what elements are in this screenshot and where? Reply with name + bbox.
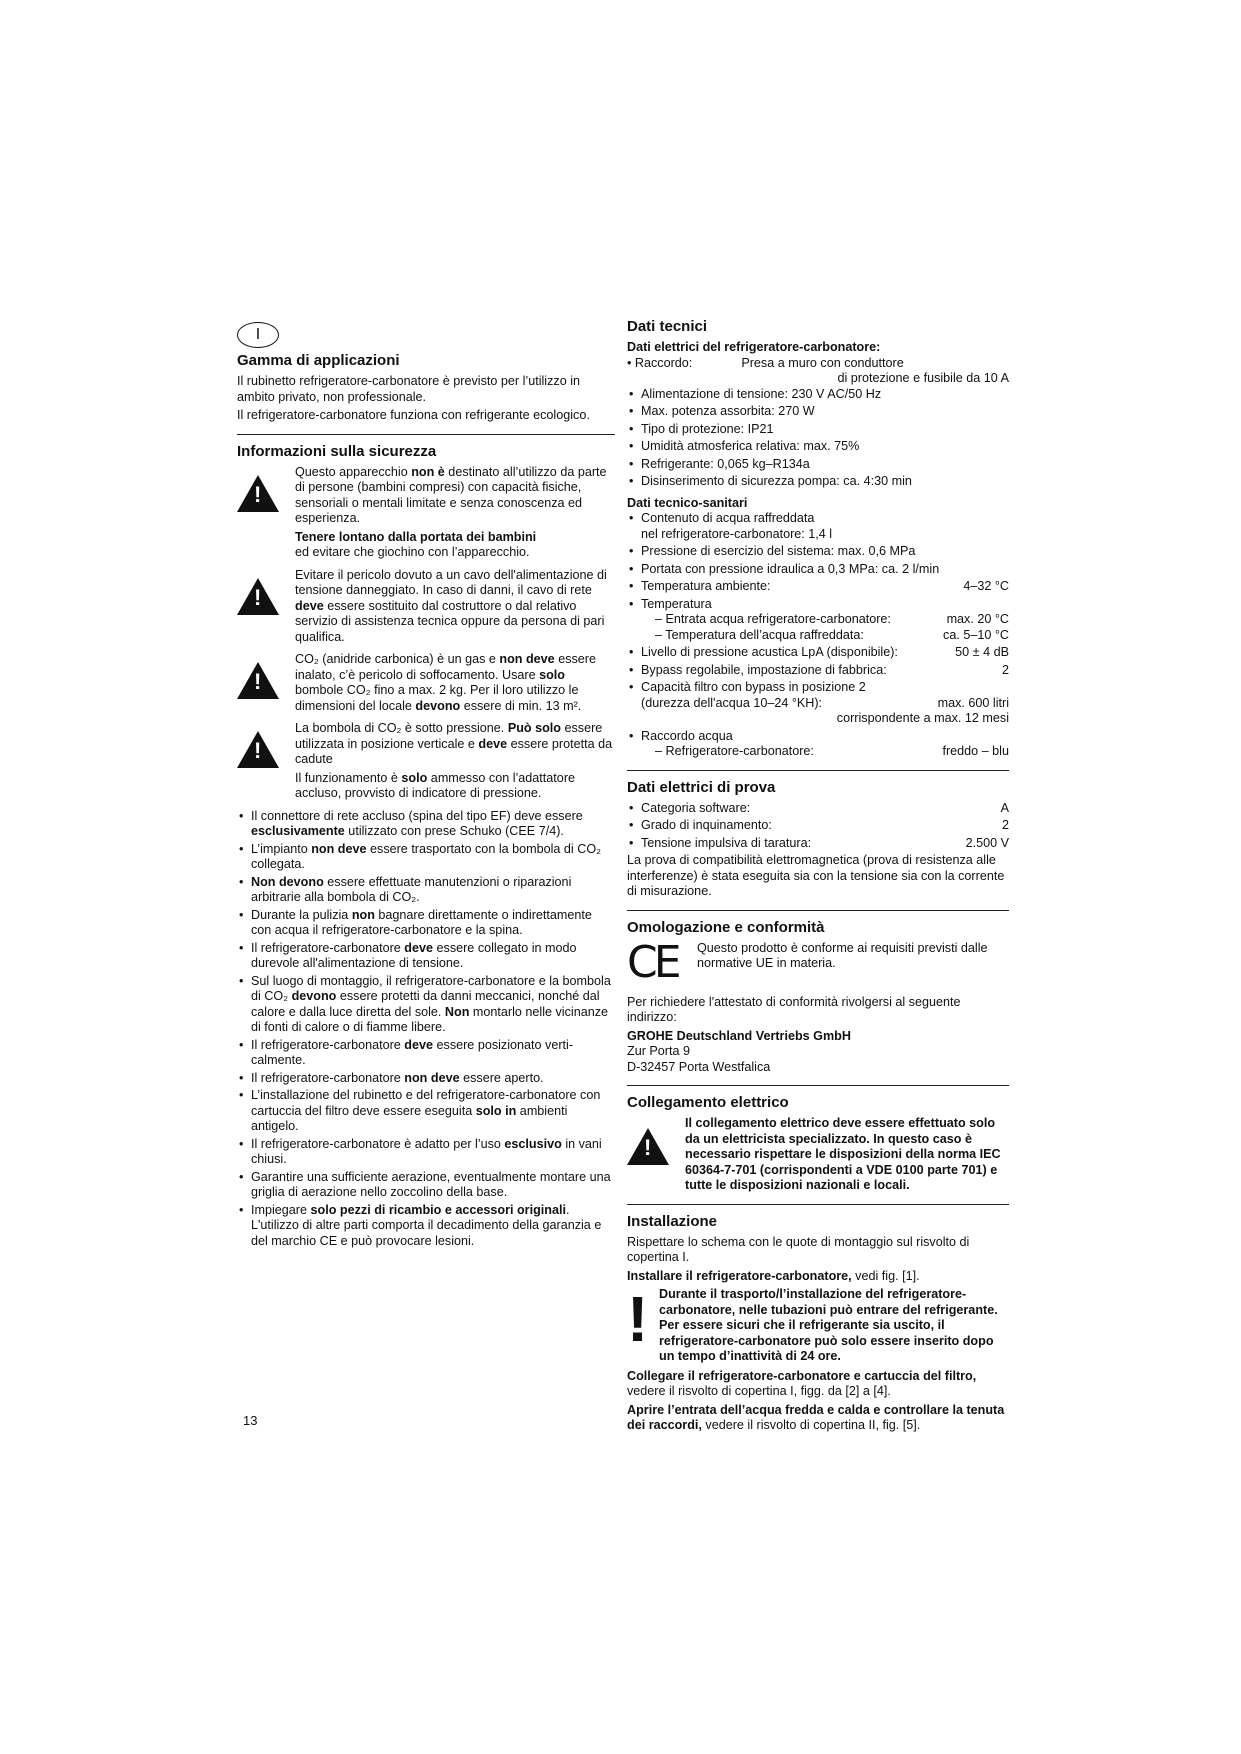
left-column bbox=[237, 322, 615, 1251]
section-title-collegamento: Collegamento elettrico bbox=[627, 1094, 789, 1111]
list-item: • Il refrigeratore-carbonatore deve essere posizionato verti- calmente. bbox=[237, 1038, 615, 1069]
warning-icon bbox=[237, 578, 279, 615]
list-item: • Il refrigeratore-carbonatore non deve essere aperto. bbox=[237, 1071, 615, 1087]
divider bbox=[627, 770, 1009, 771]
section-title-prova: Dati elettrici di prova bbox=[627, 778, 776, 796]
list-item: • Non devono essere effettuate manutenzioni o riparazioni arbitrarie alla bombola di CO₂. bbox=[237, 875, 615, 906]
warning-block: ! Questo apparecchio non è destinato all’utilizzo da parte di persone (bambini compresi) con capacità fisiche, sensoriali o mentali limitate e senza conoscenza ed esperienza. Tenere lontano dalla portata dei bambini ed evitare che giochino con l’apparecchio. bbox=[237, 465, 615, 564]
paragraph: Per richiedere l'attestato di conformità rivolgersi al seguente indirizzo: bbox=[627, 994, 961, 1024]
list-item: • Garantire una sufficiente aerazione, eventualmente montare una griglia di aerazione nello zoccolino della base. bbox=[237, 1170, 615, 1201]
paragraph: La prova di compatibilità elettromagnetica (prova di resistenza alle interferenze) è stata eseguita sia con la tensione sia con la corrente di misurazione. bbox=[627, 853, 1005, 898]
subsection-title: Dati elettrici del refrigeratore-carbonatore: bbox=[627, 340, 881, 354]
list-item: • Durante la pulizia non bagnare direttamente o indirettamente con acqua il refrigeratore-carbonatore e la spina. bbox=[237, 908, 615, 939]
paragraph: Rispettare lo schema con le quote di montaggio sul risvolto di copertina I. bbox=[627, 1234, 970, 1264]
ce-mark-icon: CE bbox=[627, 936, 678, 988]
paragraph: Aprire l’entrata dell’acqua fredda e calda e controllare la tenuta dei raccordi, vedere il risvolto di copertina II, fig. [5]. bbox=[627, 1402, 1005, 1432]
section-title-installazione: Installazione bbox=[627, 1212, 718, 1230]
section-title-omologazione: Omologazione e conformità bbox=[627, 918, 825, 936]
paragraph: Il rubinetto refrigeratore-carbonatore è previsto per l’utilizzo in ambito privato, non professionale. bbox=[237, 374, 580, 404]
electrical-warning: ! Il collegamento elettrico deve essere effettuato solo da un elettricista specializzato. In questo caso è necessario rispettare le disposizioni della norma IEC 60364-7-701 (corrispondenti a VDE 0100 parte 701) e tutte le disposizioni nazionali e locali. bbox=[627, 1116, 1009, 1194]
divider bbox=[627, 910, 1009, 911]
warning-block: ! La bombola di CO₂ è sotto pressione. Può solo essere utilizzata in posizione verticale e deve essere protetta da cadute Il funzionamento è solo ammesso con l’adattatore accluso, provvisto di indicatore di pressione. bbox=[237, 721, 615, 805]
page-number: 13 bbox=[243, 1413, 258, 1428]
list-item: • L’installazione del rubinetto e del refrigeratore-carbonatore con cartuccia del filtro deve essere eseguita solo in ambienti antigelo. bbox=[237, 1088, 615, 1135]
section-title-sicurezza: Informazioni sulla sicurezza bbox=[237, 442, 437, 460]
warning-icon bbox=[237, 475, 279, 512]
paragraph: Installare il refrigeratore-carbonatore, vedi fig. [1]. bbox=[627, 1268, 920, 1283]
address-line: D-32457 Porta Westfalica bbox=[627, 1059, 771, 1074]
subsection-title: Dati tecnico-sanitari bbox=[627, 495, 748, 510]
warning-block: ! CO₂ (anidride carbonica) è un gas e non deve essere inalato, c’è pericolo di soffocamento. Usare solo bombole CO₂ fino a max. 2 kg. Per il loro utilizzo le dimensioni del locale devono essere di min. 13 m². bbox=[237, 652, 615, 717]
exclamation-icon: ! bbox=[627, 1283, 649, 1355]
list-item: • Il refrigeratore-carbonatore è adatto per l’uso esclusivo in vani chiusi. bbox=[237, 1137, 615, 1168]
sanitary-list: • Contenuto di acqua raffreddata nel refrigeratore-carbonatore: 1,4 l • Pressione di esercizio del sistema: max. 0,6 MPa • Portata con pressione idraulica a 0,3 MPa: ca. 2 l/min • Temperatura ambiente: 4–32 °C • Temperatura – Entrata acqua refrigeratore-carbonatore: max. 20 °C – Temperatura dell’acqua raffreddata: ca. 5–10 °C • Livello di pressione acustica LpA (disponibile): 50 ± 4 dB • Bypass regolabile, impostazione di fabbrica: 2 • Capacità filtro con bypass in posizione 2 (durezza dell'acqua 10–24 °KH): max. 600 litri corrispondente a max. 12 mesi • Raccordo acqua – Refrigeratore-carbonatore: freddo – blu bbox=[627, 511, 1009, 760]
paragraph: Il refrigeratore-carbonatore funziona con refrigerante ecologico. bbox=[237, 408, 590, 422]
raccordo-row: • Raccordo: Presa a muro con conduttore bbox=[627, 355, 904, 370]
list-item: • Il refrigeratore-carbonatore deve essere collegato in modo durevole all'alimentazione di tensione. bbox=[237, 941, 615, 972]
section-title-dati: Dati tecnici bbox=[627, 318, 708, 335]
section-title-gamma: Gamma di applicazioni bbox=[237, 352, 400, 369]
list-item: • Sul luogo di montaggio, il refrigeratore-carbonatore e la bombola di CO₂ devono essere protetti da danni meccanici, nonché dal calore e dalla luce diretta del sole. Non montarlo nelle vicinanze di fonti di calore o di fiamme libere. bbox=[237, 974, 615, 1036]
ce-block: CE Questo prodotto è conforme ai requisiti previsti dalle normative UE in materia. bbox=[627, 936, 988, 988]
company-name: GROHE Deutschland Vertriebs GmbH bbox=[627, 1028, 851, 1043]
warning-icon bbox=[627, 1128, 669, 1165]
divider bbox=[627, 1085, 1009, 1086]
list-item: • L’impianto non deve essere trasportato con la bombola di CO₂ collegata. bbox=[237, 842, 615, 873]
paragraph: Collegare il refrigeratore-carbonatore e cartuccia del filtro, vedere il risvolto di copertina I, figg. da [2] a [4]. bbox=[627, 1368, 977, 1398]
warning-icon bbox=[237, 731, 279, 768]
warning-block: ! Evitare il pericolo dovuto a un cavo dell'alimentazione di tensione danneggiato. In caso di danni, il cavo di rete deve essere sostituito dal costruttore o dal relativo servizio di assistenza tecnica oppure da persona di pari qualifica. bbox=[237, 568, 615, 649]
list-item: • Il connettore di rete accluso (spina del tipo EF) deve essere esclusivamente utilizzato con prese Schuko (CEE 7/4). bbox=[237, 809, 615, 840]
right-column: Dati tecnici Dati elettrici del refrigeratore-carbonatore: • Raccordo: Presa a muro con conduttore di protezione e fusibile da 10 A • Alimentazione di tensione: 230 V AC/50 Hz • Max. potenza assorbita: 270 W • Tipo di protezione: IP21 • Umidità atmosferica relativa: max. 75% • Refrigerante: 0,065 kg–R134a • Disinserimento di sicurezza pompa: ca. 4:30 min Dati tecnico-sanitari • Contenuto di acqua raffreddata nel refrigeratore-carbonatore: 1,4 l • Pressione di esercizio del sistema: max. 0,6 MPa • Portata con pressione idraulica a 0,3 MPa: ca. 2 l/min • Temperatura ambiente: 4–32 °C • Temperatura – Entrata acqua refrigeratore-carbonatore: max. 20 °C – Temperatura dell’acqua raffreddata: ca. 5–10 °C • Livello di pressione acustica LpA (disponibile): 50 ± 4 dB • Bypass regolabile, impostazione di fabbrica: 2 • Capacità filtro con bypass in posizione 2 (durezza dell'acqua 10–24 °KH): max. 600 litri corrispondente a max. 12 mesi • Raccordo acqua – Refrigeratore-carbonatore: freddo – blu Dati elettrici di prova • Categoria software: A • Grado di inquinamento: 2 • Tensione impulsiva di taratura: 2.500 V La prova di compatibilità elettromagnetica (prova di resistenza alle interferenze) è stata eseguita sia con la tensione sia con la corrente di misurazione. Omologazione e conformità CE Questo prodotto è conforme ai requisiti previsti dalle normative UE in materia. Per richiedere l'attestato di conformità rivolgersi al seguente indirizzo: GROHE Deutschland Vertriebs GmbH Zur Porta 9 D-32457 Porta Westfalica Collegamento elettrico ! Il collegamento elettrico deve essere effettuato solo da un elettricista specializzato. In questo caso è necessario rispettare le disposizioni della norma IEC 60364-7-701 (corrispondenti a VDE 0100 parte 701) e tutte le disposizioni nazionali e locali. Installazione Rispettare lo schema con le quote di montaggio sul risvolto di copertina I. Installare il refrigeratore-carbonatore, vedi fig. [1]. ! Durante il trasporto/l’installazione del refrigeratore-carbonatore, nelle tubazioni può entrare del refrigerante. Per essere sicuri che il refrigerante sia uscito, il refrigeratore-carbonatore può solo essere inserito dopo un tempo d’inattività di 24 ore. Collegare il refrigeratore-carbonatore e cartuccia del filtro, vedere il risvolto di copertina I, figg. da [2] a [4]. Aprire l’entrata dell’acqua fredda e calda e controllare la tenuta dei raccordi, vedere il risvolto di copertina II, fig. [5]. bbox=[627, 318, 1009, 1437]
list-item: • Impiegare solo pezzi di ricambio e accessori originali. L'utilizzo di altre parti comporta il decadimento della garanzia e del marchio CE e può provocare lesioni. bbox=[237, 1203, 615, 1250]
address-line: Zur Porta 9 bbox=[627, 1044, 690, 1058]
electrical-list: • Alimentazione di tensione: 230 V AC/50 Hz • Max. potenza assorbita: 270 W • Tipo di protezione: IP21 • Umidità atmosferica relativa: max. 75% • Refrigerante: 0,065 kg–R134a • Disinserimento di sicurezza pompa: ca. 4:30 min bbox=[627, 387, 1009, 490]
divider bbox=[237, 434, 615, 435]
test-list: • Categoria software: A • Grado di inquinamento: 2 • Tensione impulsiva di taratura: 2.500 V bbox=[627, 801, 1009, 852]
warning-icon bbox=[237, 662, 279, 699]
safety-list bbox=[237, 809, 615, 1250]
language-badge: I bbox=[237, 322, 279, 348]
install-warning: ! Durante il trasporto/l’installazione del refrigeratore-carbonatore, nelle tubazioni può entrare del refrigerante. Per essere sicuri che il refrigerante sia uscito, il refrigeratore-carbonatore può solo essere inserito dopo un tempo d’inattività di 24 ore. bbox=[627, 1283, 998, 1363]
divider bbox=[627, 1204, 1009, 1205]
